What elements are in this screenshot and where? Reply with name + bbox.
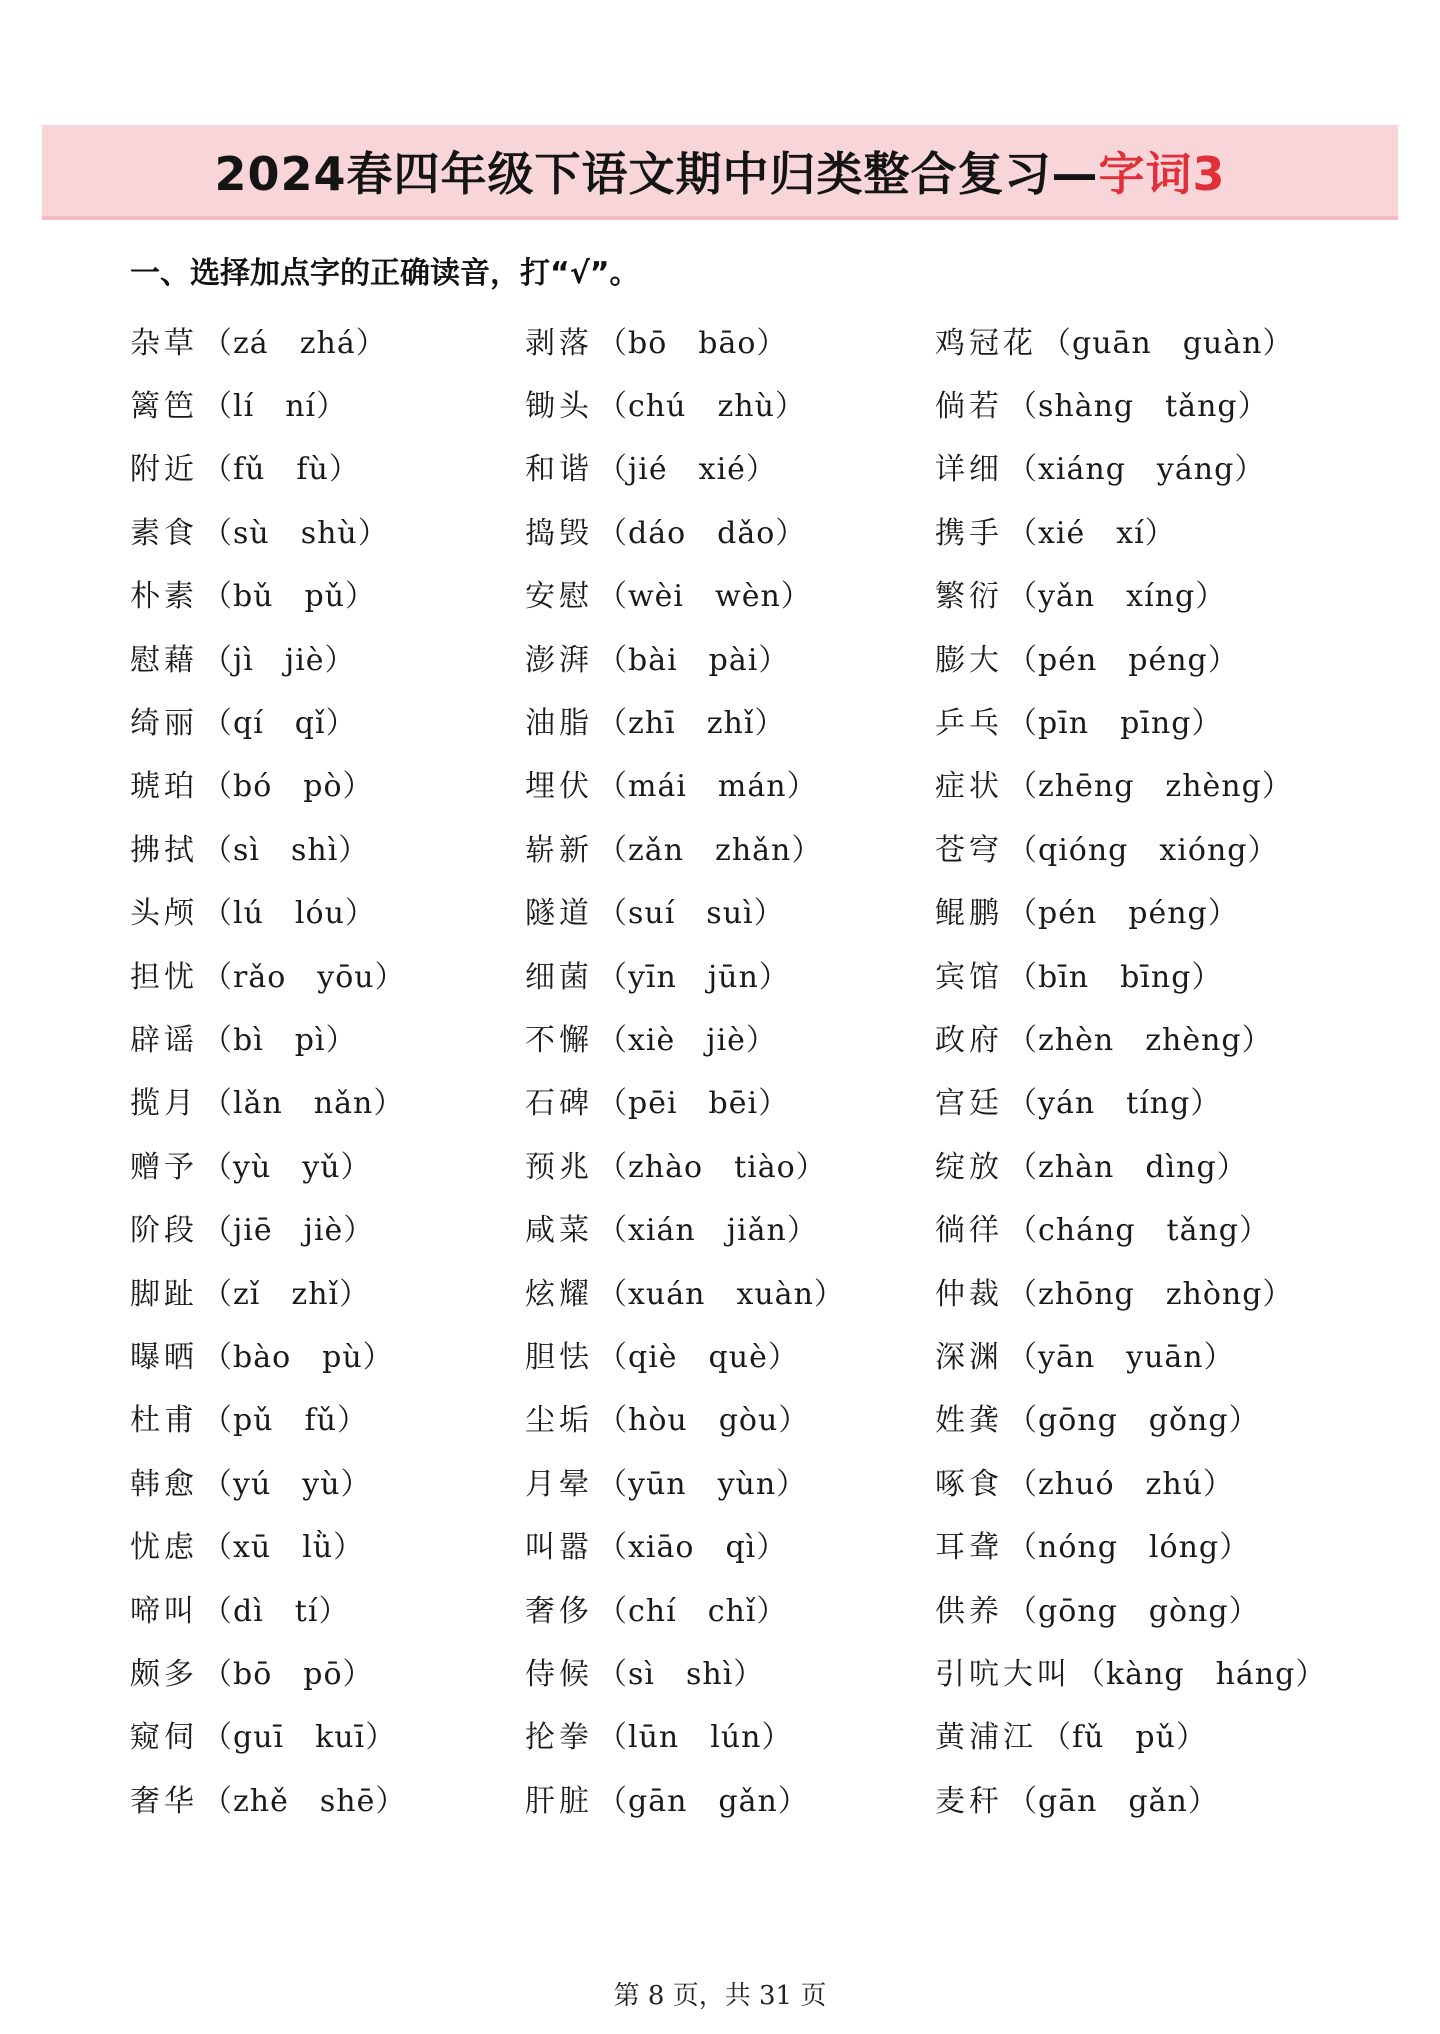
question-word: 拂拭	[130, 832, 198, 868]
pinyin-options[interactable]: （pīn pīng）	[1007, 706, 1223, 742]
question-word: 绽放	[935, 1149, 1003, 1185]
pinyin-options[interactable]: （gān gǎn）	[1007, 1783, 1219, 1819]
pinyin-options[interactable]: （bō pō）	[202, 1656, 374, 1692]
pinyin-options[interactable]: （bài pài）	[597, 642, 790, 678]
question-item	[935, 1512, 1370, 1575]
pinyin-options[interactable]: （xiè jiè）	[597, 1022, 777, 1058]
pinyin-options[interactable]: （sì shì）	[202, 832, 370, 868]
question-word: 脚趾	[130, 1276, 198, 1312]
title-highlight-text: 字词3	[1098, 146, 1226, 201]
pinyin-options[interactable]: （zhào tiào）	[597, 1149, 827, 1185]
pinyin-options[interactable]: （hòu gòu）	[597, 1403, 810, 1439]
question-word: 不懈	[525, 1022, 593, 1058]
question-item	[935, 879, 1370, 942]
pinyin-options[interactable]: （chú zhù）	[597, 389, 806, 425]
question-item	[935, 371, 1370, 434]
question-item	[525, 1195, 935, 1258]
question-item	[130, 1069, 525, 1132]
question-word: 姓龚	[935, 1403, 1003, 1439]
pinyin-options[interactable]: （yīn jūn）	[597, 959, 790, 995]
question-item	[935, 562, 1370, 625]
question-word: 韩愈	[130, 1466, 198, 1502]
question-word: 耳聋	[935, 1530, 1003, 1566]
question-item	[525, 308, 935, 371]
question-word: 叫嚣	[525, 1530, 593, 1566]
pinyin-options[interactable]: （sù shù）	[202, 515, 389, 551]
pinyin-options[interactable]: （guān guàn）	[1041, 325, 1294, 361]
question-item	[935, 1639, 1370, 1702]
question-word: 头颅	[130, 896, 198, 932]
question-item	[130, 1195, 525, 1258]
pinyin-options[interactable]: （cháng tǎng）	[1007, 1213, 1271, 1249]
question-item	[130, 435, 525, 498]
question-word: 鸡冠花	[935, 325, 1037, 361]
question-word: 咸菜	[525, 1213, 593, 1249]
pinyin-options[interactable]: （gōng gǒng）	[1007, 1403, 1260, 1439]
question-item	[525, 1703, 935, 1766]
pinyin-options[interactable]: （yān yuān）	[1007, 1339, 1235, 1375]
question-word: 徜徉	[935, 1213, 1003, 1249]
question-item	[525, 942, 935, 1005]
question-item	[130, 371, 525, 434]
question-word: 详细	[935, 452, 1003, 488]
question-item	[935, 1386, 1370, 1449]
question-item	[935, 1322, 1370, 1385]
question-item	[130, 1512, 525, 1575]
question-word: 引吭大叫	[935, 1656, 1071, 1692]
pinyin-options[interactable]: （fǔ fù）	[202, 452, 360, 488]
question-item	[935, 688, 1370, 751]
pinyin-options[interactable]: （bō bāo）	[597, 325, 788, 361]
question-word: 鲲鹏	[935, 896, 1003, 932]
pinyin-options[interactable]: （bīn bīng）	[1007, 959, 1223, 995]
pinyin-options[interactable]: （zá zhá）	[202, 325, 387, 361]
question-item	[130, 1639, 525, 1702]
pinyin-options[interactable]: （yán tíng）	[1007, 1086, 1222, 1122]
question-word: 绮丽	[130, 706, 198, 742]
question-word: 预兆	[525, 1149, 593, 1185]
pinyin-options[interactable]: （dì tí）	[202, 1593, 350, 1629]
pinyin-options[interactable]: （wèi wèn）	[597, 579, 812, 615]
pinyin-options[interactable]: （qióng xióng）	[1007, 832, 1279, 868]
question-item	[935, 1259, 1370, 1322]
pinyin-options[interactable]: （lí ní）	[202, 389, 348, 425]
pinyin-options[interactable]: （lǎn nǎn）	[202, 1086, 405, 1122]
question-word: 曝晒	[130, 1339, 198, 1375]
question-item	[935, 498, 1370, 561]
pinyin-options[interactable]: （zǎn zhǎn）	[597, 832, 823, 868]
question-item	[525, 815, 935, 878]
question-word: 奢侈	[525, 1593, 593, 1629]
pinyin-options[interactable]: （bó pò）	[202, 769, 374, 805]
pinyin-options[interactable]: （xián jiǎn）	[597, 1213, 818, 1249]
question-word: 倘若	[935, 389, 1003, 425]
title-banner	[42, 125, 1398, 220]
question-word: 剥落	[525, 325, 593, 361]
question-word: 朴素	[130, 579, 198, 615]
question-item	[130, 1766, 525, 1829]
question-item	[525, 498, 935, 561]
question-item	[935, 1069, 1370, 1132]
pinyin-options[interactable]: （pēi bēi）	[597, 1086, 790, 1122]
page-title	[214, 138, 1225, 204]
pinyin-options[interactable]: （zhàn dìng）	[1007, 1149, 1248, 1185]
question-word: 深渊	[935, 1339, 1003, 1375]
question-item	[935, 1576, 1370, 1639]
question-item	[130, 815, 525, 878]
question-word: 附近	[130, 452, 198, 488]
question-item	[525, 1576, 935, 1639]
question-word: 慰藉	[130, 642, 198, 678]
pinyin-options[interactable]: （yú yù）	[202, 1466, 372, 1502]
question-item	[935, 815, 1370, 878]
question-item	[525, 562, 935, 625]
question-word: 担忧	[130, 959, 198, 995]
pinyin-options[interactable]: （bǔ pǔ）	[202, 579, 377, 615]
question-item	[525, 435, 935, 498]
pinyin-options[interactable]: （zhèn zhèng）	[1007, 1022, 1273, 1058]
question-word: 颇多	[130, 1656, 198, 1692]
question-word: 乒乓	[935, 706, 1003, 742]
question-item	[525, 1069, 935, 1132]
question-word: 篱笆	[130, 389, 198, 425]
question-word: 赠予	[130, 1149, 198, 1185]
question-item	[525, 1639, 935, 1702]
question-word: 尘垢	[525, 1403, 593, 1439]
pinyin-options[interactable]: （rǎo yōu）	[202, 959, 406, 995]
question-item	[525, 1259, 935, 1322]
question-word: 症状	[935, 769, 1003, 805]
question-word: 膨大	[935, 642, 1003, 678]
pinyin-options[interactable]: （yūn yùn）	[597, 1466, 808, 1502]
pinyin-options[interactable]: （zhě shē）	[202, 1783, 407, 1819]
question-word: 啼叫	[130, 1593, 198, 1629]
pinyin-options[interactable]: （sì shì）	[597, 1656, 765, 1692]
pinyin-options[interactable]: （pén péng）	[1007, 896, 1239, 932]
question-word: 阶段	[130, 1213, 198, 1249]
question-word: 宾馆	[935, 959, 1003, 995]
pinyin-options[interactable]: （guī kuī）	[202, 1720, 397, 1756]
question-item	[935, 308, 1370, 371]
question-item	[130, 1322, 525, 1385]
page-footer: 第 8 页，共 31 页	[613, 1981, 827, 2011]
question-item	[130, 1576, 525, 1639]
question-word: 月晕	[525, 1466, 593, 1502]
pinyin-options[interactable]: （xuán xuàn）	[597, 1276, 845, 1312]
question-word: 杂草	[130, 325, 198, 361]
title-main-text: 2024春四年级下语文期中归类整合复习—	[214, 146, 1099, 201]
pinyin-options[interactable]: （jié xié）	[597, 452, 777, 488]
question-item	[525, 1386, 935, 1449]
question-word: 苍穹	[935, 832, 1003, 868]
question-item	[935, 942, 1370, 1005]
question-word: 窥伺	[130, 1720, 198, 1756]
question-item	[130, 1386, 525, 1449]
question-word: 捣毁	[525, 515, 593, 551]
question-word: 安慰	[525, 579, 593, 615]
pinyin-options[interactable]: （fǔ pǔ）	[1041, 1720, 1207, 1756]
question-word: 素食	[130, 515, 198, 551]
question-item	[130, 1132, 525, 1195]
pinyin-options[interactable]: （zǐ zhǐ）	[202, 1276, 371, 1312]
question-word: 携手	[935, 515, 1003, 551]
question-item	[130, 308, 525, 371]
question-word: 揽月	[130, 1086, 198, 1122]
question-word: 辟谣	[130, 1022, 198, 1058]
pinyin-options[interactable]: （bào pù）	[202, 1339, 394, 1375]
question-word: 侍候	[525, 1656, 593, 1692]
pinyin-options[interactable]: （jiē jiè）	[202, 1213, 375, 1249]
question-word: 澎湃	[525, 642, 593, 678]
pinyin-options[interactable]: （shàng tǎng）	[1007, 389, 1269, 425]
pinyin-options[interactable]: （xū lǜ）	[202, 1530, 365, 1566]
pinyin-options[interactable]: （jì jiè）	[202, 642, 356, 678]
question-word: 仲裁	[935, 1276, 1003, 1312]
question-word: 啄食	[935, 1466, 1003, 1502]
question-item	[935, 1132, 1370, 1195]
pinyin-options[interactable]: （zhuó zhú）	[1007, 1466, 1234, 1502]
question-item	[130, 498, 525, 561]
question-item	[130, 1259, 525, 1322]
question-item	[935, 1703, 1370, 1766]
question-item	[935, 435, 1370, 498]
pinyin-options[interactable]: （xiāo qì）	[597, 1530, 788, 1566]
question-item	[935, 1766, 1370, 1829]
question-item	[130, 562, 525, 625]
pinyin-options[interactable]: （zhēng zhèng）	[1007, 769, 1293, 805]
question-item	[525, 1005, 935, 1068]
question-item	[525, 879, 935, 942]
question-word: 忧虑	[130, 1530, 198, 1566]
question-item	[130, 1449, 525, 1512]
question-word: 和谐	[525, 452, 593, 488]
question-item	[525, 371, 935, 434]
question-item	[130, 942, 525, 1005]
question-word: 埋伏	[525, 769, 593, 805]
question-word: 石碑	[525, 1086, 593, 1122]
question-word: 繁衍	[935, 579, 1003, 615]
question-item	[130, 625, 525, 688]
pinyin-options[interactable]: （pén péng）	[1007, 642, 1239, 678]
question-item	[935, 1195, 1370, 1258]
pinyin-options[interactable]: （gōng gòng）	[1007, 1593, 1260, 1629]
pinyin-options[interactable]: （zhōng zhòng）	[1007, 1276, 1294, 1312]
question-word: 供养	[935, 1593, 1003, 1629]
question-item	[525, 1766, 935, 1829]
question-item	[935, 625, 1370, 688]
question-word: 琥珀	[130, 769, 198, 805]
pinyin-options[interactable]: （xiáng yáng）	[1007, 452, 1266, 488]
question-item	[130, 752, 525, 815]
question-word: 麦秆	[935, 1783, 1003, 1819]
question-item	[525, 752, 935, 815]
question-item	[525, 1322, 935, 1385]
question-word: 崭新	[525, 832, 593, 868]
pinyin-options[interactable]: （chí chǐ）	[597, 1593, 788, 1629]
question-item	[130, 879, 525, 942]
question-item	[130, 688, 525, 751]
pinyin-options[interactable]: （yù yǔ）	[202, 1149, 372, 1185]
question-word: 抡拳	[525, 1720, 593, 1756]
question-item	[935, 1005, 1370, 1068]
question-word: 隧道	[525, 896, 593, 932]
question-item	[130, 1005, 525, 1068]
question-word: 宫廷	[935, 1086, 1003, 1122]
pinyin-options[interactable]: （lú lóu）	[202, 896, 376, 932]
question-word: 杜甫	[130, 1403, 198, 1439]
section-heading: 一、选择加点字的正确读音，打“√”。	[130, 256, 640, 291]
pinyin-options[interactable]: （yǎn xíng）	[1007, 579, 1227, 615]
pinyin-options[interactable]: （pǔ fǔ）	[202, 1403, 368, 1439]
question-item	[525, 1449, 935, 1512]
pinyin-options[interactable]: （qiè què）	[597, 1339, 799, 1375]
question-item	[935, 1449, 1370, 1512]
question-word: 炫耀	[525, 1276, 593, 1312]
question-word: 胆怯	[525, 1339, 593, 1375]
pinyin-options[interactable]: （nóng lóng）	[1007, 1530, 1251, 1566]
pinyin-options[interactable]: （xié xí）	[1007, 515, 1176, 551]
pinyin-options[interactable]: （qí qǐ）	[202, 706, 357, 742]
question-word: 奢华	[130, 1783, 198, 1819]
question-item	[525, 688, 935, 751]
pinyin-options[interactable]: （mái mán）	[597, 769, 818, 805]
question-item	[525, 1132, 935, 1195]
pinyin-options[interactable]: （zhī zhǐ）	[597, 706, 786, 742]
question-item	[130, 1703, 525, 1766]
pinyin-options[interactable]: （bì pì）	[202, 1022, 357, 1058]
question-word: 油脂	[525, 706, 593, 742]
question-item	[525, 1512, 935, 1575]
question-word: 政府	[935, 1022, 1003, 1058]
question-word: 细菌	[525, 959, 593, 995]
question-item	[525, 625, 935, 688]
question-grid	[130, 308, 1370, 1829]
pinyin-options[interactable]: （gān gǎn）	[597, 1783, 809, 1819]
pinyin-options[interactable]: （suí suì）	[597, 896, 785, 932]
question-word: 黄浦江	[935, 1720, 1037, 1756]
pinyin-options[interactable]: （dáo dǎo）	[597, 515, 807, 551]
question-item	[935, 752, 1370, 815]
pinyin-options[interactable]: （lūn lún）	[597, 1720, 793, 1756]
question-word: 锄头	[525, 389, 593, 425]
pinyin-options[interactable]: （kàng háng）	[1075, 1656, 1327, 1692]
question-word: 肝脏	[525, 1783, 593, 1819]
